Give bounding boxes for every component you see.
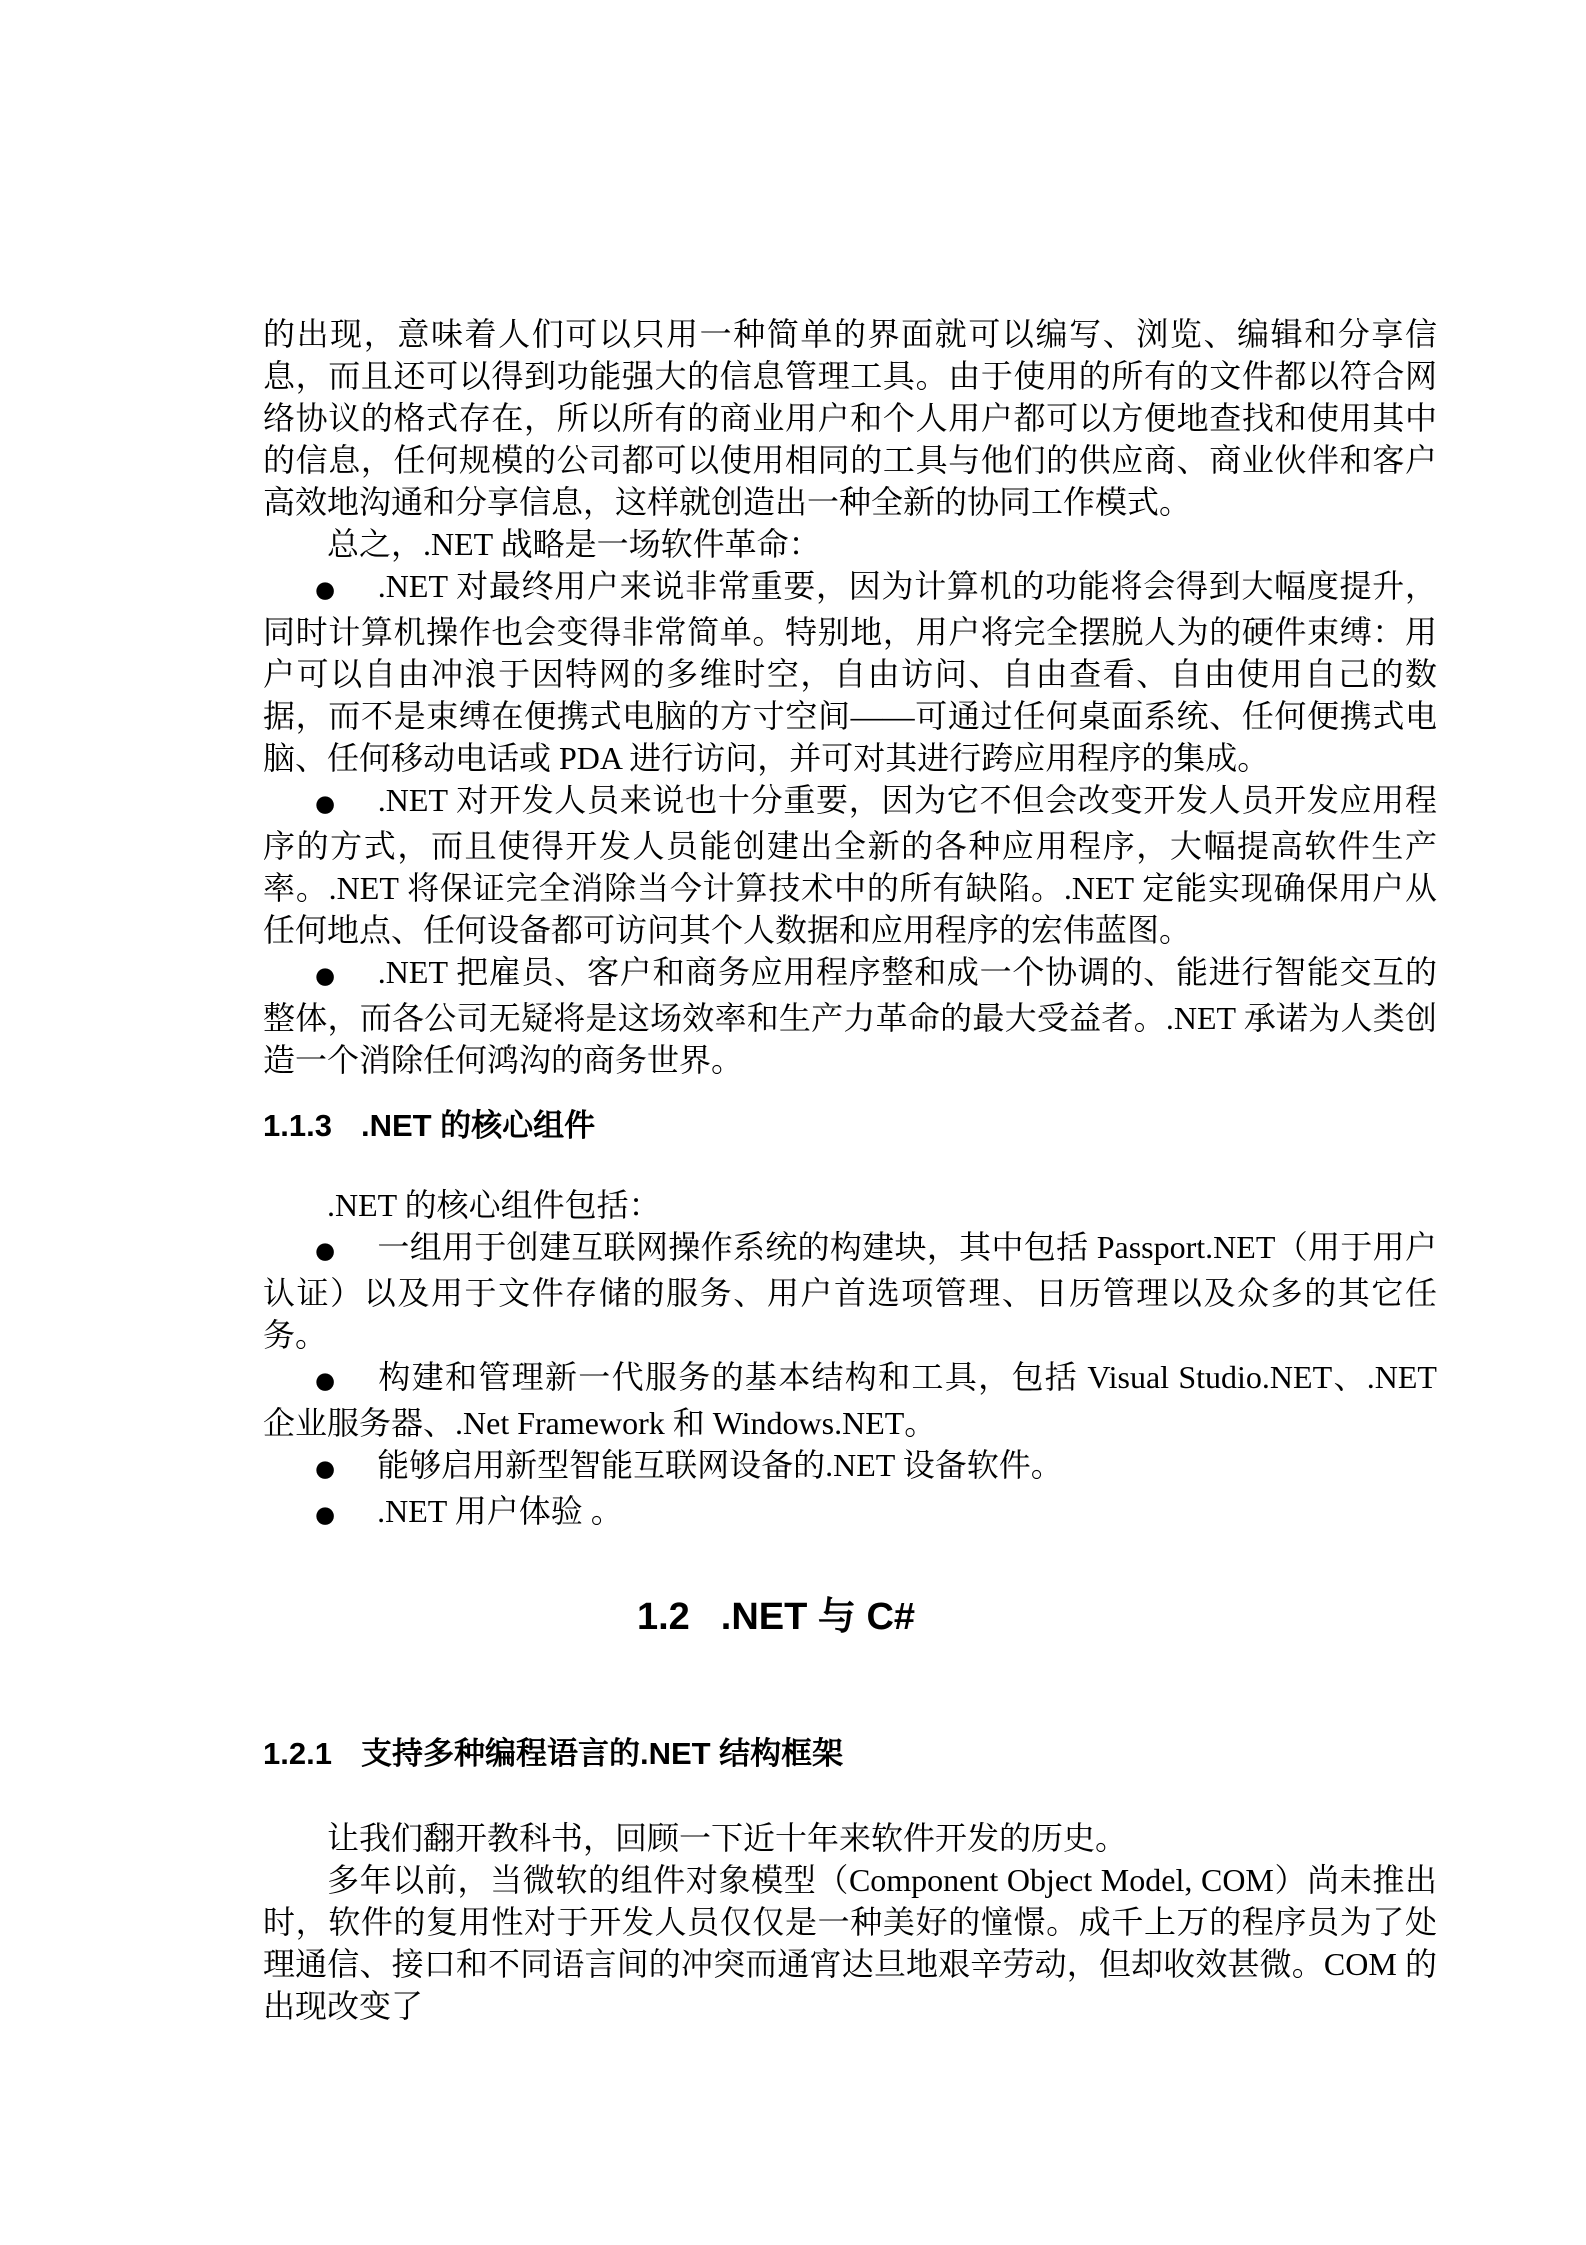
- heading-1-1-3: [263, 1105, 1437, 1147]
- list-item-text: 一组用于创建互联网操作系统的构建块，其中包括 Passport.NET（用于用户认证）以及用于文件存储的服务、用户首选项管理、日历管理以及众多的其它任务。: [263, 1229, 1437, 1353]
- paragraph-summary: 总之，.NET 战略是一场软件革命：: [327, 526, 821, 562]
- list-item-text: .NET 把雇员、客户和商务应用程序整和成一个协调的、能进行智能交互的整体，而各公司无疑将是这场效率和生产力革命的最大受益者。.NET 承诺为人类创造一个消除任何鸿沟的商务世界。: [263, 954, 1437, 1078]
- section-number: 1.2: [636, 1596, 690, 1638]
- list-item-text: .NET 对开发人员来说也十分重要，因为它不但会改变开发人员开发应用程序的方式，而且使得开发人员能创建出全新的各种应用程序，大幅提高软件生产率。.NET 将保证完全消除当今计算技术中的所有缺陷。.NET 定能实现确保用户从任何地点、任何设备都可访问其个人数据和应用程序的宏伟蓝图。: [263, 782, 1437, 948]
- list-item: [263, 565, 1437, 779]
- list-item: [263, 779, 1437, 951]
- list-item-text: 能够启用新型智能互联网设备的.NET 设备软件。: [377, 1447, 1063, 1483]
- paragraph-continuation: 的出现，意味着人们可以只用一种简单的界面就可以编写、浏览、编辑和分享信息，而且还可以得到功能强大的信息管理工具。由于使用的所有的文件都以符合网络协议的格式存在，所以所有的商业用户和个人用户都可以方便地查找和使用其中的信息，任何规模的公司都可以使用相同的工具与他们的供应商、商业伙伴和客户高效地沟通和分享信息，这样就创造出一种全新的协同工作模式。: [263, 316, 1437, 520]
- heading-number: 1.1.3: [263, 1108, 332, 1143]
- list-item: [263, 1444, 1437, 1490]
- bullet-icon: ●: [315, 963, 336, 989]
- paragraph-history-2: 多年以前，当微软的组件对象模型（Component Object Model, COM）尚未推出时，软件的复用性对于开发人员仅仅是一种美好的憧憬。成千上万的程序员为了处理通信、接口和不同语言间的冲突而通宵达旦地艰辛劳动，但却收效甚微。COM 的出现改变了: [263, 1862, 1437, 2024]
- section-title-1-2: [189, 1592, 1363, 1642]
- list-item: [263, 951, 1437, 1081]
- bullet-icon: ●: [315, 1238, 336, 1264]
- list-item: [263, 1356, 1437, 1444]
- list-item-text: .NET 用户体验 。: [377, 1493, 623, 1529]
- list-item-text: 构建和管理新一代服务的基本结构和工具，包括 Visual Studio.NET、.NET 企业服务器、.Net Framework 和 Windows.NET。: [263, 1359, 1437, 1441]
- bullet-icon: ●: [315, 1456, 336, 1482]
- heading-title: 支持多种编程语言的.NET 结构框架: [360, 1736, 844, 1771]
- list-item: [263, 1226, 1437, 1356]
- list-item-text: .NET 对最终用户来说非常重要，因为计算机的功能将会得到大幅度提升，同时计算机操作也会变得非常简单。特别地，用户将完全摆脱人为的硬件束缚：用户可以自由冲浪于因特网的多维时空，自由访问、自由查看、自由使用自己的数据，而不是束缚在便携式电脑的方寸空间——可通过任何桌面系统、任何便携式电脑、任何移动电话或 PDA 进行访问，并可对其进行跨应用程序的集成。: [263, 568, 1437, 776]
- list-item: [263, 1490, 1437, 1536]
- bullet-icon: ●: [315, 1368, 337, 1394]
- paragraph-history-1: 让我们翻开教科书，回顾一下近十年来软件开发的历史。: [327, 1820, 1128, 1856]
- section-title-text: .NET 与 C#: [720, 1596, 916, 1638]
- bullet-icon: ●: [315, 577, 336, 603]
- heading-title: .NET 的核心组件: [360, 1108, 596, 1143]
- bullet-icon: ●: [315, 1502, 336, 1528]
- heading-1-2-1: [263, 1733, 1437, 1775]
- paragraph-core-intro: .NET 的核心组件包括：: [327, 1187, 661, 1223]
- bullet-icon: ●: [315, 791, 336, 817]
- heading-number: 1.2.1: [263, 1736, 332, 1771]
- text-column: [263, 313, 1437, 2027]
